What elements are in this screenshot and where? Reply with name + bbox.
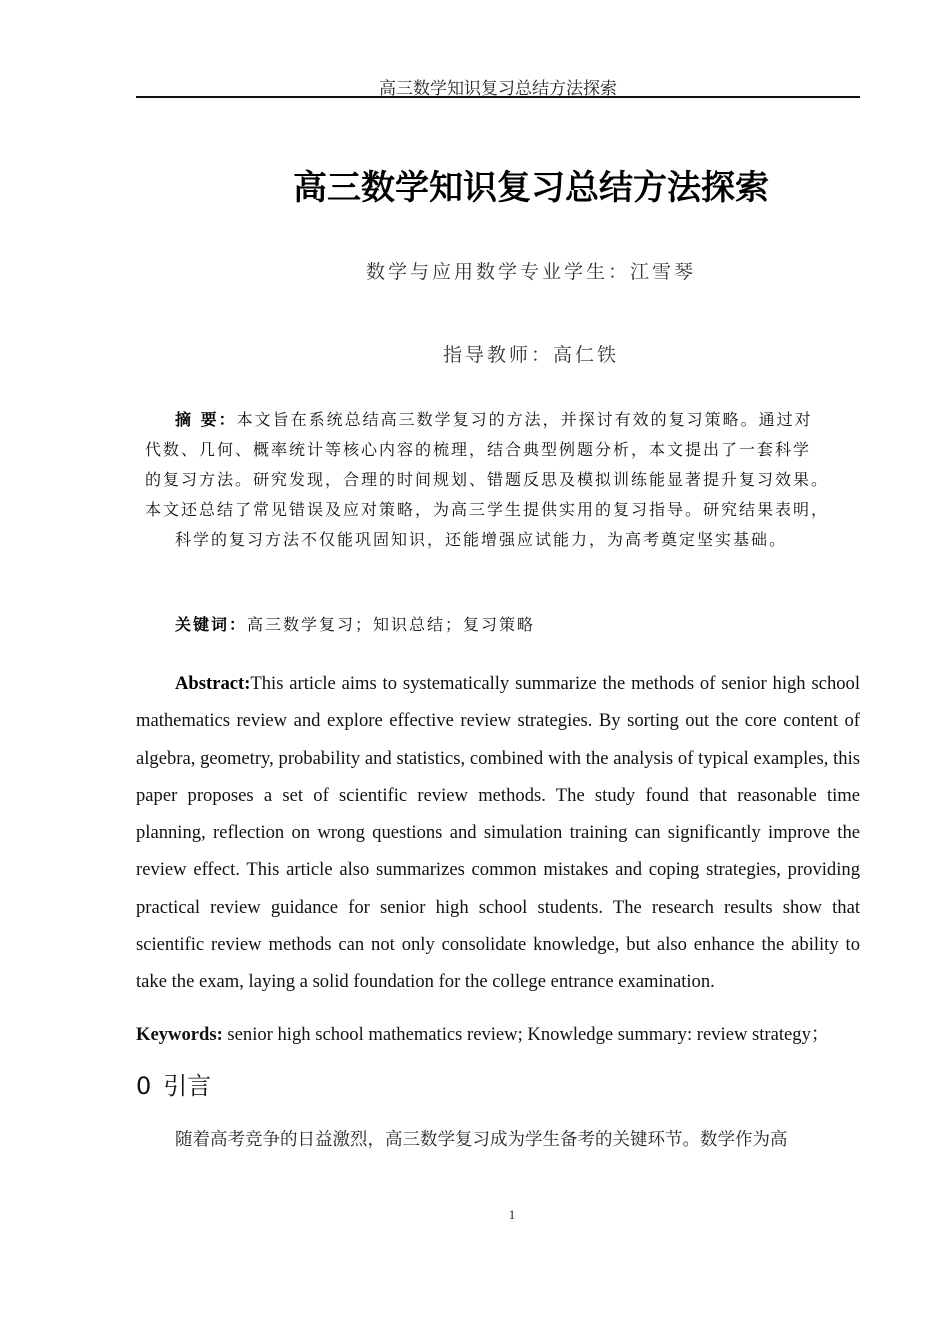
header-rule	[136, 96, 860, 98]
cn-abstract-text: 本文旨在系统总结高三数学复习的方法，并探讨有效的复习策略。通过对	[236, 410, 813, 429]
body-paragraph: 随着高考竞争的日益激烈，高三数学复习成为学生备考的关键环节。数学作为高	[175, 1130, 788, 1150]
en-abstract-text: This article aims to systematically summarize the methods of senior high school mathematics review and explore effective review strategies. By sorting out the core content of algebra, geometry, probability and statistics, combined with the analysis of typical examples, this paper proposes a set of scientific review methods. The study found that reasonable time planning, reflection on wrong questions and simulation training can significantly improve the review effect. This article also summarizes common mistakes and coping strategies, providing practical review guidance for senior high school students. The research results show that scientific review methods can not only consolidate knowledge, but also enhance the ability to take the exam, laying a solid foundation for the college entrance examination.	[136, 673, 860, 993]
cn-abstract-line: 本文还总结了常见错误及应对策略，为高三学生提供实用的复习指导。研究结果表明，	[145, 500, 830, 519]
section-heading-introduction	[136, 1066, 211, 1101]
english-abstract	[136, 665, 860, 1001]
page-number: 1	[508, 1207, 516, 1222]
cn-abstract-line: 科学的复习方法不仅能巩固知识，还能增强应试能力，为高考奠定坚实基础。	[175, 530, 788, 549]
cn-abstract-line	[145, 405, 865, 435]
chinese-keywords	[175, 612, 875, 635]
en-abstract-label: Abstract:	[175, 673, 251, 694]
en-keywords-text: senior high school mathematics review; Knowledge summary: review strategy；	[222, 1024, 830, 1045]
cn-abstract-line: 的复习方法。研究发现，合理的时间规划、错题反思及模拟训练能显著提升复习效果。	[145, 470, 830, 489]
section-number: 0	[136, 1072, 152, 1100]
running-header: 高三数学知识复习总结方法探索	[379, 79, 617, 99]
cn-keywords-label: 关键词：	[175, 615, 248, 634]
chinese-abstract	[145, 405, 865, 555]
en-keywords-label: Keywords:	[136, 1024, 223, 1045]
section-title: 引言	[163, 1072, 212, 1100]
author-line: 数学与应用数学专业学生：江雪琴	[365, 261, 696, 283]
cn-keywords-text: 高三数学复习；知识总结；复习策略	[247, 615, 536, 634]
english-keywords	[136, 1020, 860, 1046]
cn-abstract-label: 摘 要：	[175, 410, 237, 429]
paper-title: 高三数学知识复习总结方法探索	[293, 168, 769, 208]
advisor-line: 指导教师：高仁铁	[442, 344, 619, 366]
cn-abstract-line: 代数、几何、概率统计等核心内容的梳理，结合典型例题分析，本文提出了一套科学	[145, 440, 812, 459]
